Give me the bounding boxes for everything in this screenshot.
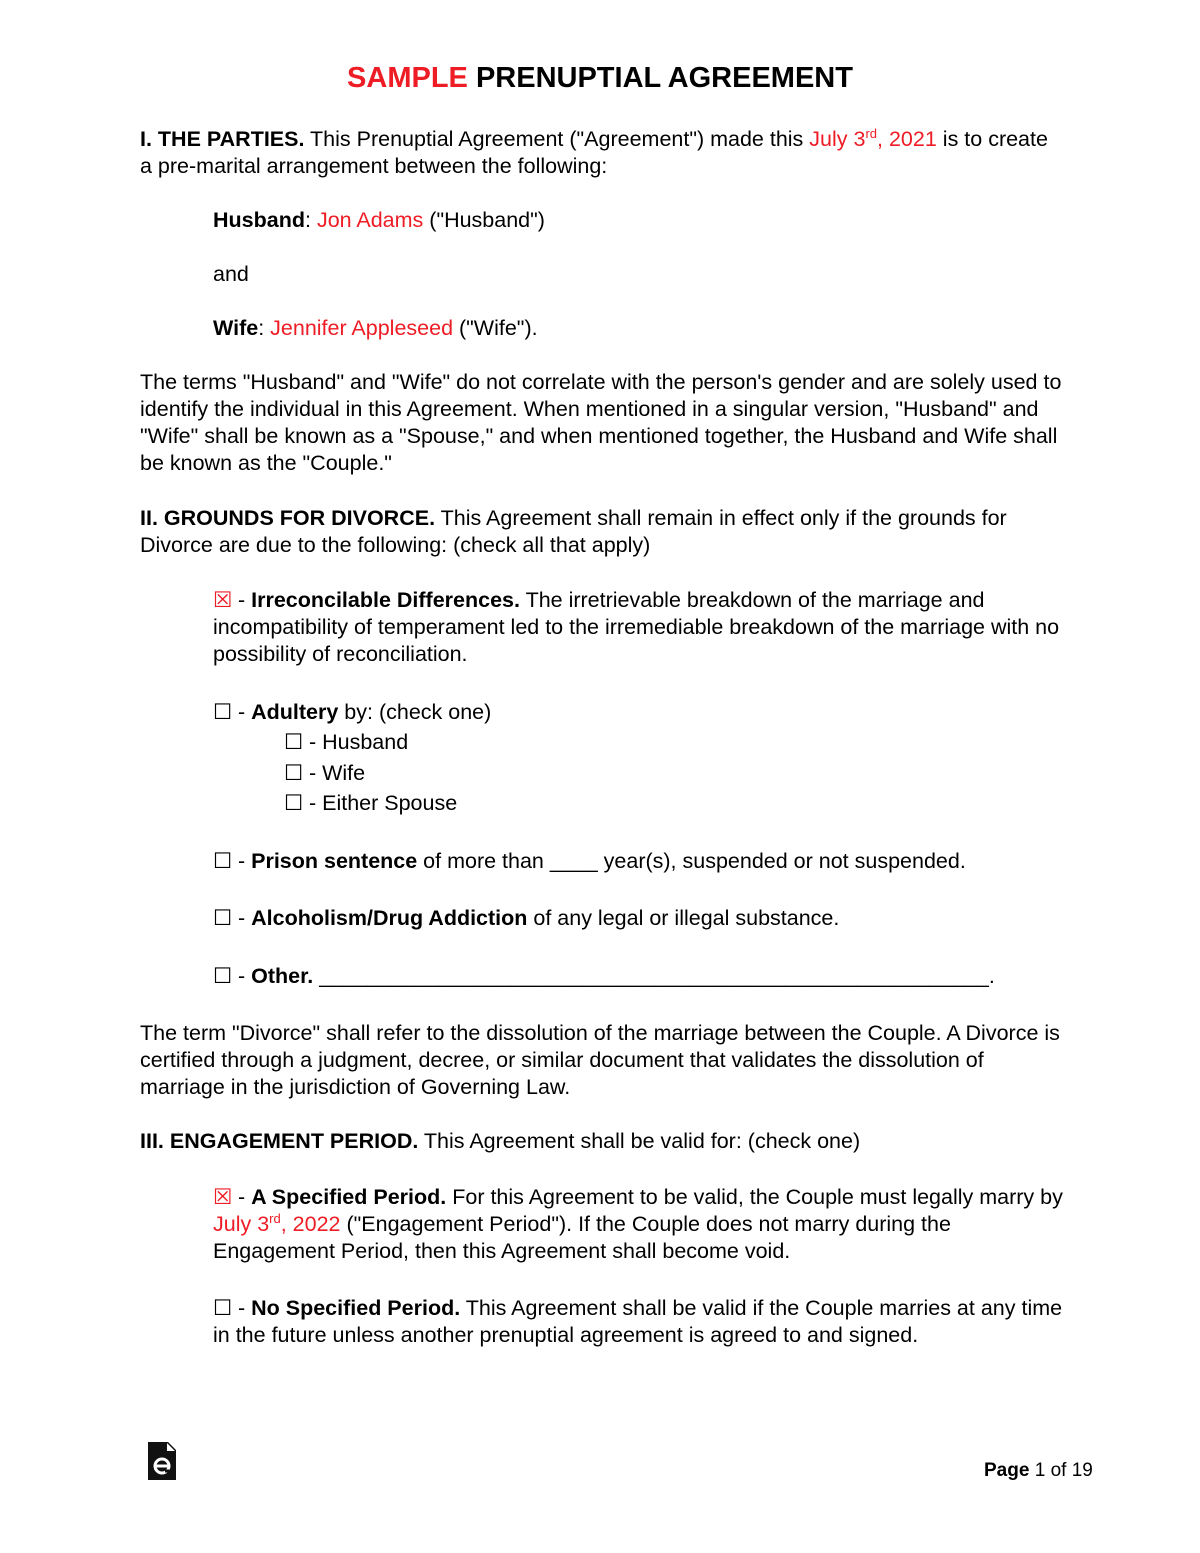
checked-box-icon[interactable]: ☒	[213, 1185, 233, 1209]
section-parties: I. THE PARTIES. This Prenuptial Agreement ("Agreement") made this July 3rd, 2021 is to create a pre-marital arrangement between the following:	[140, 126, 1048, 178]
marriage-deadline-date: July 3rd, 2022	[213, 1211, 341, 1236]
wife-name: Jennifer Appleseed	[270, 316, 454, 340]
agreement-date: July 3rd, 2021	[809, 126, 937, 151]
divorce-definition: The term "Divorce" shall refer to the dissolution of the marriage between the Couple. A Divorce is certified through a judgment, decree, or similar document that validates the dissolution of marriage in the jurisdiction of Governing Law.	[140, 1021, 1060, 1099]
page-number: Page 1 of 19	[984, 1460, 1093, 1481]
section-grounds: II. GROUNDS FOR DIVORCE. This Agreement shall remain in effect only if the grounds for Divorce are due to the following: (check all that apply)	[140, 506, 1007, 557]
option-other: ☐ - Other. ________________________________________________________.	[213, 964, 995, 988]
option-adultery: ☐ - Adultery by: (check one)	[213, 700, 492, 724]
section-engagement: III. ENGAGEMENT PERIOD. This Agreement shall be valid for: (check one)	[140, 1129, 861, 1153]
adultery-option-wife: ☐ - Wife	[284, 761, 366, 785]
adultery-option-husband: ☐ - Husband	[284, 730, 409, 754]
checkbox-icon[interactable]: ☐	[213, 964, 233, 988]
checkbox-icon[interactable]: ☐	[284, 761, 304, 785]
checkbox-icon[interactable]: ☐	[213, 906, 233, 930]
husband-name: Jon Adams	[316, 208, 424, 232]
option-alcohol: ☐ - Alcoholism/Drug Addiction of any legal or illegal substance.	[213, 906, 840, 930]
checkbox-icon[interactable]: ☐	[213, 849, 233, 873]
husband-line: Husband: Jon Adams ("Husband")	[213, 208, 545, 232]
title-sample: SAMPLE	[347, 62, 468, 94]
wife-line: Wife: Jennifer Appleseed ("Wife").	[213, 316, 538, 340]
checkbox-icon[interactable]: ☐	[284, 791, 304, 815]
option-specified-period: ☒ - A Specified Period. For this Agreement to be valid, the Couple must legally marry by July 3rd, 2022 ("Engagement Period"). If the Couple does not marry during the Engagement Period, then this Agreement shall become void.	[213, 1185, 1063, 1263]
checkbox-icon[interactable]: ☐	[213, 700, 233, 724]
terms-paragraph: The terms "Husband" and "Wife" do not correlate with the person's gender and are solely used to identify the individual in this Agreement. When mentioned in a singular version, "Husband" and "Wife" shall be known as a "Spouse," and when mentioned together, the Husband and Wife shall be known as the "Couple."	[140, 370, 1062, 475]
and-line: and	[213, 262, 249, 286]
page-title	[0, 60, 1200, 96]
title-main: PRENUPTIAL AGREEMENT	[475, 62, 853, 94]
option-no-specified-period: ☐ - No Specified Period. This Agreement shall be valid if the Couple marries at any time in the future unless another prenuptial agreement is agreed to and signed.	[213, 1296, 1063, 1347]
eforms-logo-icon	[148, 1442, 176, 1480]
section-heading: II. GROUNDS FOR DIVORCE.	[140, 506, 436, 530]
section-heading: I. THE PARTIES.	[140, 127, 305, 151]
option-irreconcilable: ☒ - Irreconcilable Differences. The irretrievable breakdown of the marriage and incompatibility of temperament led to the irremediable breakdown of the marriage with no possibility of reconciliation.	[213, 588, 1060, 666]
checkbox-icon[interactable]: ☐	[213, 1296, 233, 1320]
checked-box-icon[interactable]: ☒	[213, 588, 233, 612]
option-prison: ☐ - Prison sentence of more than ____ year(s), suspended or not suspended.	[213, 849, 966, 873]
checkbox-icon[interactable]: ☐	[284, 730, 304, 754]
adultery-option-either: ☐ - Either Spouse	[284, 791, 458, 815]
section-heading: III. ENGAGEMENT PERIOD.	[140, 1129, 419, 1153]
